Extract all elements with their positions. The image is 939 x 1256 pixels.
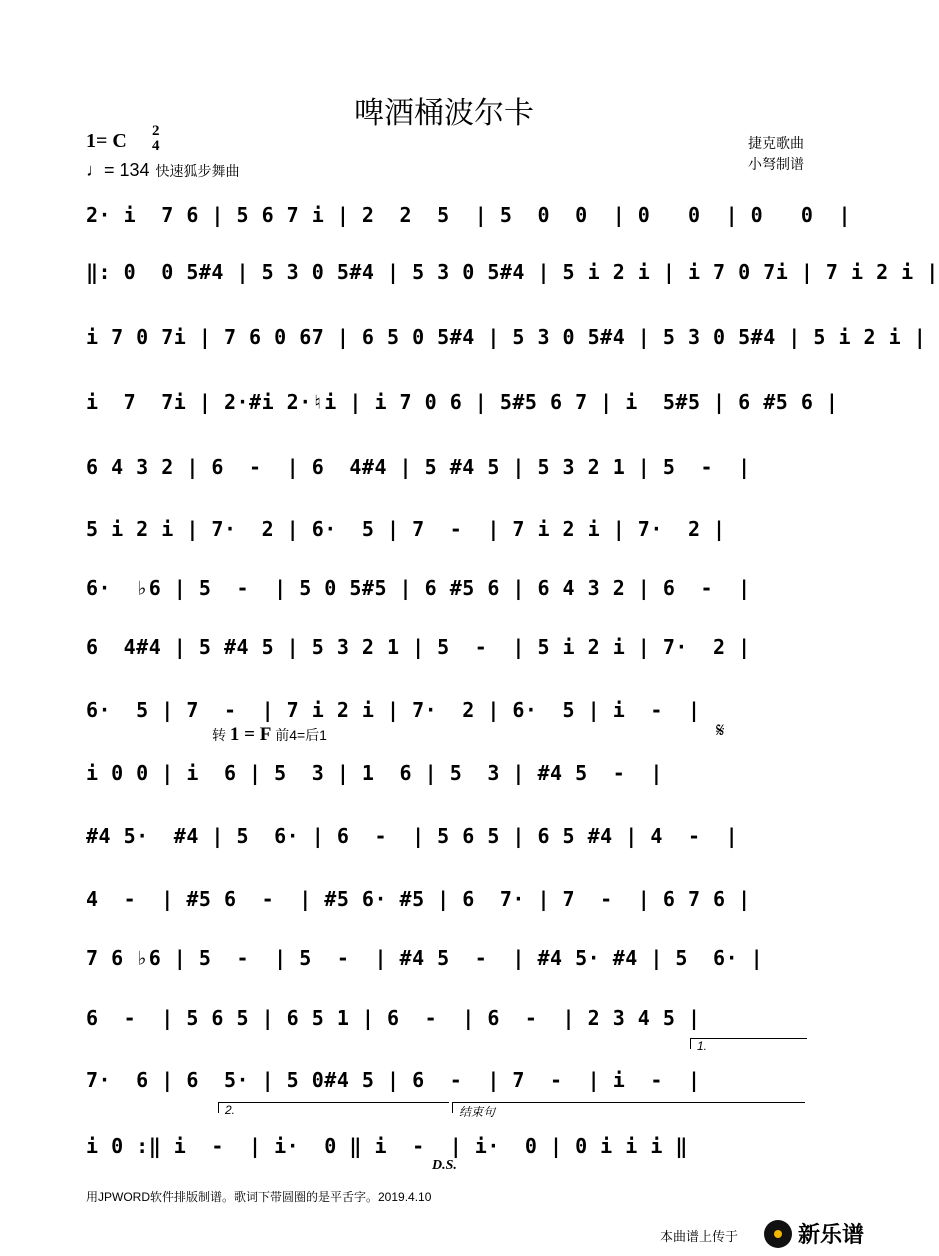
score-row bbox=[86, 317, 927, 367]
time-signature bbox=[152, 124, 160, 154]
score-notes: #4 5· #4 | 5 6· | 6 - | 5 6 5 | 6 5 #4 | 4 - | bbox=[86, 824, 739, 848]
score-row bbox=[86, 627, 804, 677]
score-notes: 2· i 7 6 | 5 6 7 i | 2 2 5 | 5 0 0 | 0 0 | 0 0 | bbox=[86, 203, 852, 227]
key-signature: 1= C bbox=[86, 130, 127, 152]
tempo bbox=[86, 160, 240, 181]
footer-note: 用JPWORD软件排版制谱。歌词下带圆圈的是平舌字。2019.4.10 bbox=[86, 1190, 432, 1204]
score-row bbox=[86, 447, 804, 497]
score-notes: i 7 0 7i | 7 6 0 67 | 6 5 0 5#4 | 5 3 0 5#4 | 5 3 0 5#4 | 5 i 2 i | bbox=[86, 325, 927, 349]
upload-text: 本曲谱上传于 bbox=[660, 1229, 739, 1244]
ending-bracket: 结束句 bbox=[452, 1102, 805, 1113]
logo-text: 新乐谱 bbox=[798, 1222, 865, 1247]
page-title: 啤酒桶波尔卡 bbox=[354, 97, 534, 130]
score-notes: 6 4#4 | 5 #4 5 | 5 3 2 1 | 5 - | 5 i 2 i | 7· 2 | bbox=[86, 635, 751, 659]
score-row bbox=[86, 879, 804, 929]
credits bbox=[748, 134, 804, 176]
site-logo[interactable] bbox=[764, 1218, 864, 1249]
score-row bbox=[86, 816, 804, 866]
score-notes: 5 i 2 i | 7· 2 | 6· 5 | 7 - | 7 i 2 i | 7· 2 | bbox=[86, 517, 726, 541]
time-signature-top: 2 bbox=[152, 123, 160, 139]
score-notes: i 7 7i | 2·#i 2·♮i | i 7 0 6 | 5#5 6 7 | i 5#5 | 6 #5 6 | bbox=[86, 390, 839, 414]
score-notes: i 0 0 | i 6 | 5 3 | 1 6 | 5 3 | #4 5 - | bbox=[86, 761, 663, 785]
credit-composer: 捷克歌曲 bbox=[748, 136, 804, 152]
key-change-note: 前4=后1 bbox=[275, 727, 327, 743]
key-change-key: 1 = F bbox=[229, 724, 272, 745]
score-notes: 7· 6 | 6 5· | 5 0#4 5 | 6 - | 7 - | i - | bbox=[86, 1068, 701, 1092]
key-change-prefix: 转 bbox=[212, 727, 226, 743]
score-notes: 6 - | 5 6 5 | 6 5 1 | 6 - | 6 - | 2 3 4 5 | bbox=[86, 1006, 701, 1030]
score-row bbox=[86, 195, 852, 245]
key-change bbox=[212, 724, 327, 746]
score-notes: 6· ♭6 | 5 - | 5 0 5#5 | 6 #5 6 | 6 4 3 2 | 6 - | bbox=[86, 576, 751, 600]
score-notes: 6· 5 | 7 - | 7 i 2 i | 7· 2 | 6· 5 | i - | bbox=[86, 698, 701, 722]
time-signature-bottom: 4 bbox=[152, 138, 160, 154]
score-notes: 7 6 ♭6 | 5 - | 5 - | #4 5 - | #4 5· #4 | 5 6· | bbox=[86, 946, 764, 970]
score-row bbox=[86, 938, 804, 988]
score-row bbox=[86, 382, 839, 432]
volta-2: 2. bbox=[218, 1102, 449, 1113]
credit-arranger: 小弩制谱 bbox=[748, 157, 804, 173]
segno-icon: 𝄋 bbox=[716, 720, 725, 742]
tempo-style: 快速狐步舞曲 bbox=[155, 163, 240, 179]
score-notes: 4 - | #5 6 - | #5 6· #5 | 6 7· | 7 - | 6 7 6 | bbox=[86, 887, 751, 911]
tempo-mark: ♩= 134 bbox=[86, 160, 150, 180]
ds-marking: D.S. bbox=[432, 1158, 457, 1173]
score-notes: 6 4 3 2 | 6 - | 6 4#4 | 5 #4 5 | 5 3 2 1 | 5 - | bbox=[86, 455, 751, 479]
score-row bbox=[86, 252, 939, 302]
score-notes: i 0 :‖ i - | i· 0 ‖ i - | i· 0 | 0 i i i ‖ bbox=[86, 1134, 688, 1158]
score-row bbox=[86, 753, 804, 803]
volta-1: 1. bbox=[690, 1038, 807, 1049]
record-disc-icon bbox=[764, 1220, 792, 1248]
score-row bbox=[86, 509, 804, 559]
score-row bbox=[86, 568, 804, 618]
score-notes: ‖: 0 0 5#4 | 5 3 0 5#4 | 5 3 0 5#4 | 5 i 2 i | i 7 0 7i | 7 i 2 i | bbox=[86, 260, 939, 284]
score-row bbox=[86, 690, 804, 740]
